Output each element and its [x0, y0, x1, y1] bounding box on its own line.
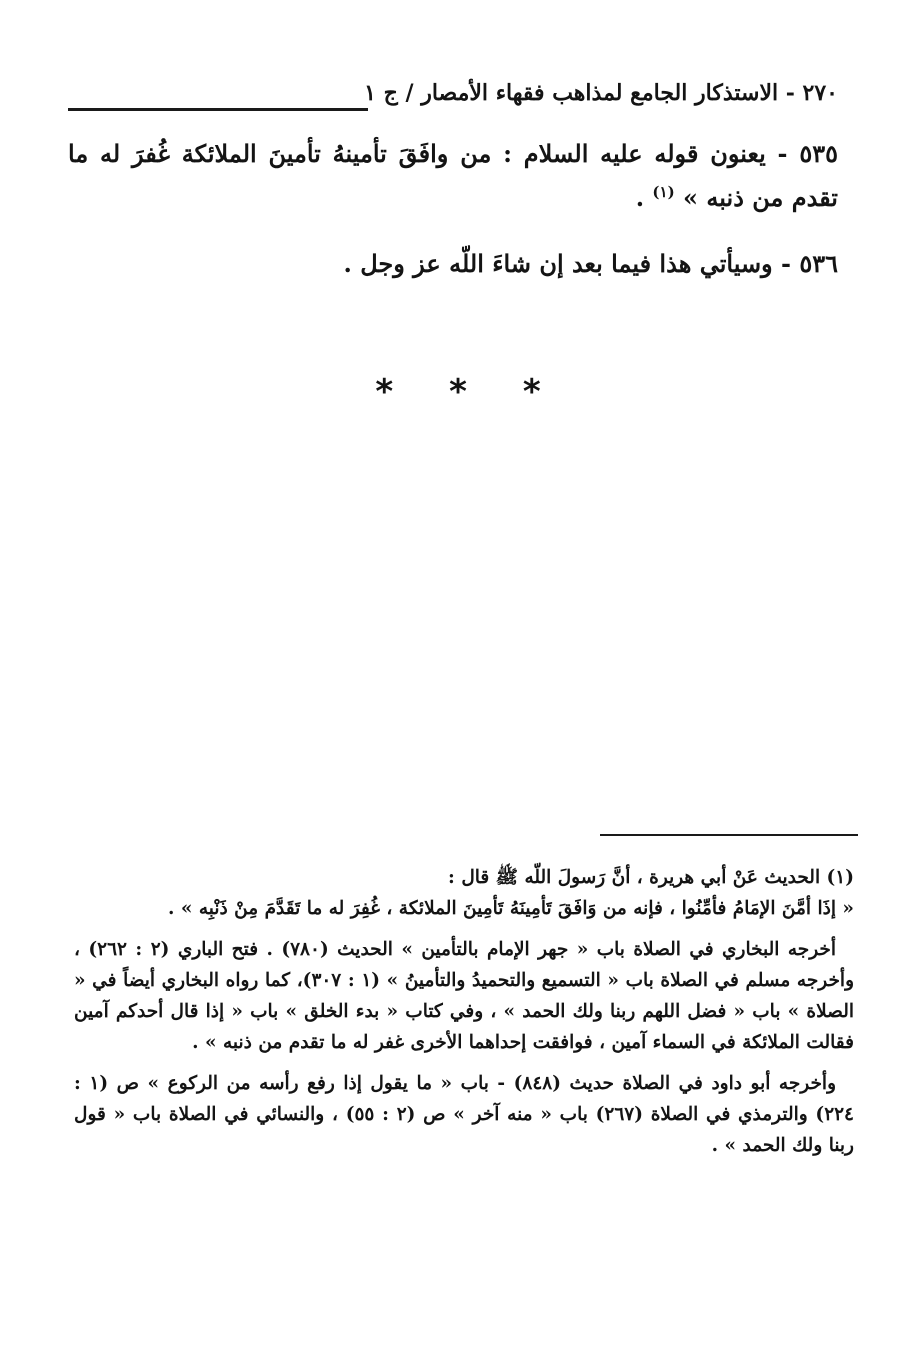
footnotes	[74, 862, 854, 1161]
paragraph-number: ٥٣٥	[799, 139, 838, 168]
header-rule	[68, 108, 368, 111]
paragraph-end: .	[635, 183, 653, 212]
footnote-rule	[600, 834, 858, 836]
paragraph-536	[68, 242, 838, 286]
header-title: ٢٧٠ - الاستذكار الجامع لمذاهب فقهاء الأمصار / ج ١	[364, 80, 838, 106]
section-separator	[0, 372, 916, 412]
footnote-sources-bukhari: أخرجه البخاري في الصلاة باب « جهر الإمام بالتأمين » الحديث (٧٨٠) . فتح الباري (٢ : ٢٦٢) ، وأخرجه مسلم في الصلاة باب « التسميع والتحميدُ والتأمينُ » (١ : ٣٠٧)، كما رواه البخاري أيضاً في « الصلاة » باب « فضل اللهم ربنا ولك الحمد » ، وفي كتاب « بدء الخلق » باب « إذا قال أحدكم آمين فقالت الملائكة في السماء آمين ، فوافقت إحداهما الأخرى غفر له ما تقدم من ذنبه » .	[74, 939, 854, 1053]
paragraph-535	[68, 132, 838, 220]
paragraph-number: ٥٣٦	[799, 249, 838, 278]
footnote-reference: (١)	[652, 183, 675, 201]
paragraph-text: - يعنون قوله عليه السلام : من وافَقَ تأمينهُ تأمينَ الملائكة غُفرَ له ما تقدم من ذنبه »	[68, 139, 838, 212]
separator-star: *	[375, 372, 394, 412]
separator-star: *	[522, 372, 541, 412]
main-text	[68, 132, 838, 286]
paragraph-text: - وسيأتي هذا فيما بعد إن شاءَ اللّه عز وجل .	[343, 249, 800, 278]
footnote-sources-abudawud: وأخرجه أبو داود في الصلاة حديث (٨٤٨) - باب « ما يقول إذا رفع رأسه من الركوع » ص (١ : ٢٢٤) والترمذي في الصلاة (٢٦٧) باب « منه آخر » ص (٢ : ٥٥) ، والنسائي في الصلاة باب « قول ربنا ولك الحمد » .	[74, 1073, 854, 1156]
separator-star: *	[449, 372, 467, 412]
footnote-line: (١) الحديث عَنْ أبي هريرة ، أنَّ رَسولَ اللّه ﷺ قال :	[448, 867, 854, 888]
running-header	[68, 78, 838, 118]
footnote-hadith-quote: « إذَا أمَّنَ الإمَامُ فأمِّنُوا ، فإنه من وَافَقَ تَأمِينَهُ تَأمِينَ الملائكة ، غُفِرَ له ما تَقَدَّمَ مِنْ ذَنْبِه » .	[167, 898, 854, 919]
